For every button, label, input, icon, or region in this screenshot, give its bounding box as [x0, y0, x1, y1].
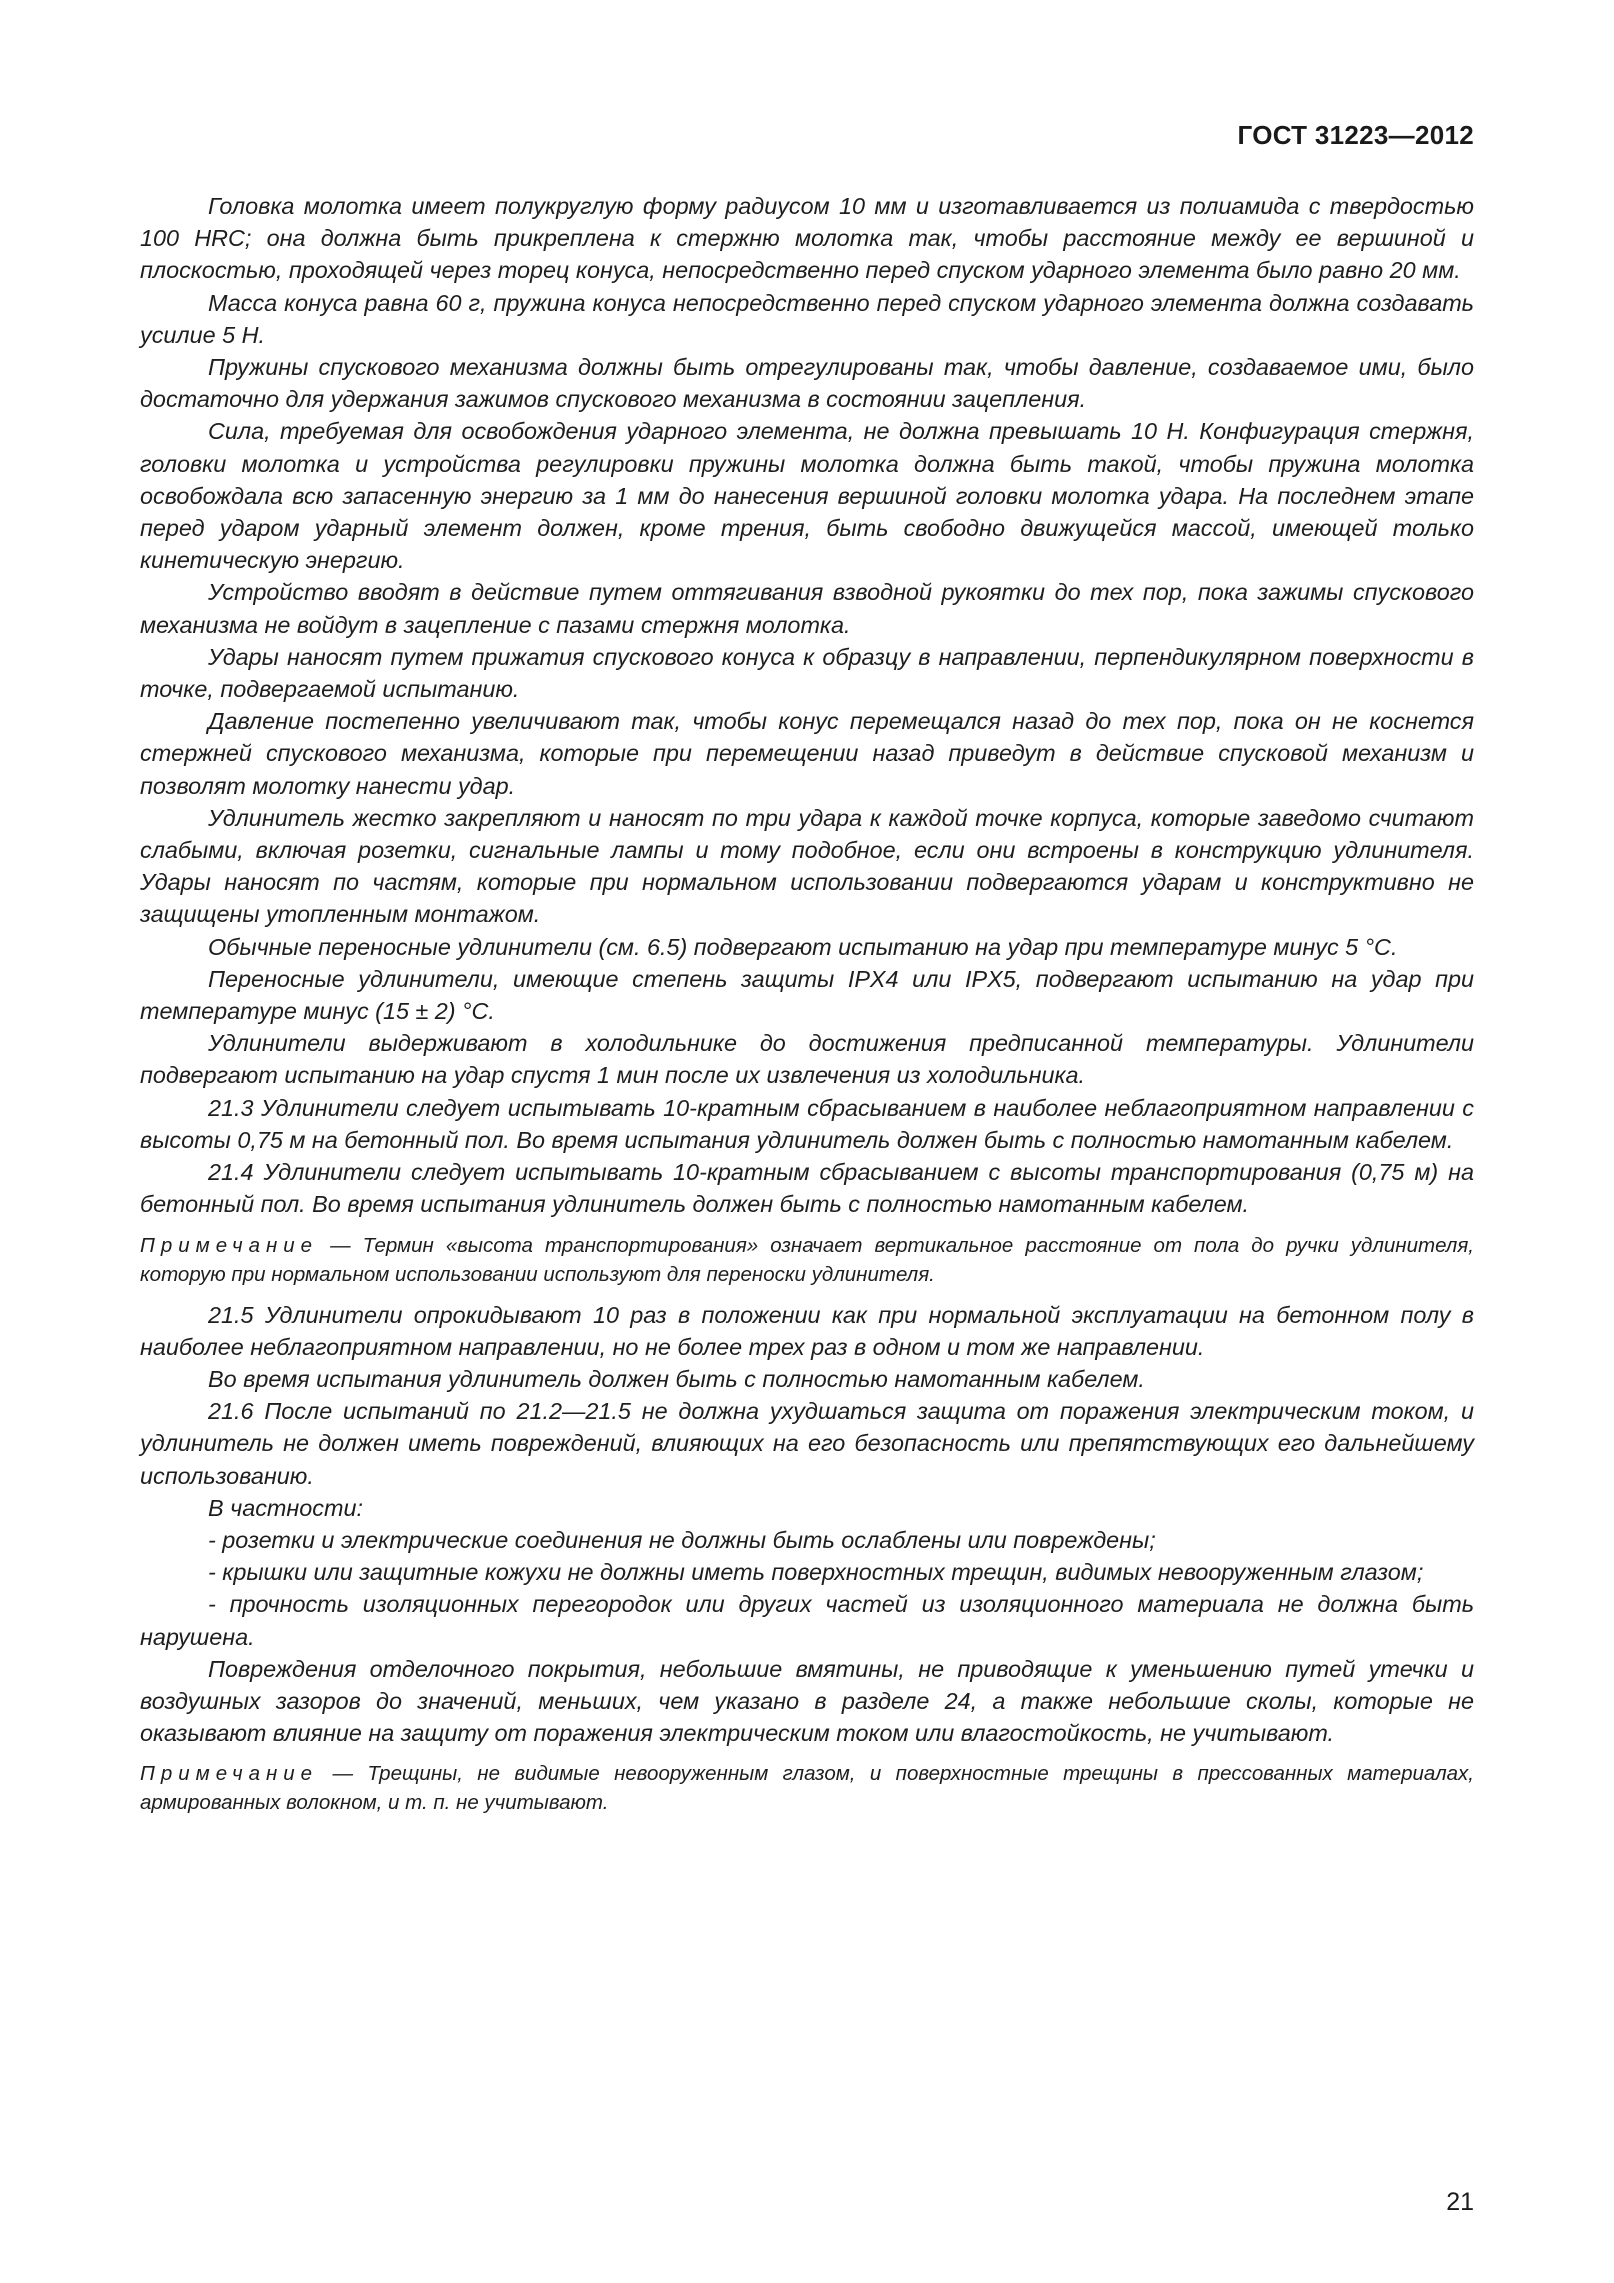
paragraph: Сила, требуемая для освобождения ударного элемента, не должна превышать 10 Н. Конфигурация стержня, головки молотка и устройства регулировки пружины молотка должна быть такой, чтобы пружина молотка освобождала всю запасенную энергию за 1 мм до нанесения вершиной головки молотка удара. На последнем этапе перед ударом ударный элемент должен, кроме трения, быть свободно движущейся массой, имеющей только кинетическую энергию.: [140, 418, 1474, 574]
paragraph: Удары наносят путем прижатия спускового конуса к образцу в направлении, перпендикулярном поверхности в точке, подвергаемой испытанию.: [140, 643, 1474, 703]
document-body: [140, 190, 1474, 1827]
list-item: - розетки и электрические соединения не должны быть ослаблены или повреждены;: [208, 1526, 1156, 1553]
paragraph: 21.3 Удлинители следует испытывать 10-кратным сбрасыванием в наиболее неблагоприятном направлении с высоты 0,75 м на бетонный пол. Во время испытания удлинитель должен быть с полностью намотанным кабелем.: [140, 1094, 1474, 1153]
paragraph: Масса конуса равна 60 г, пружина конуса непосредственно перед спуском ударного элемента должна создавать усилие 5 Н.: [140, 289, 1474, 348]
paragraph: Головка молотка имеет полукруглую форму радиусом 10 мм и изготавливается из полиамида с твердостью 100 HRC; она должна быть прикреплена к стержню молотка так, чтобы расстояние между ее вершиной и плоскостью, проходящей через торец конуса, непосредственно перед спуском ударного элемента было равно 20 мм.: [140, 193, 1474, 284]
paragraph: Удлинители выдерживают в холодильнике до достижения предписанной температуры. Удлинители подвергают испытанию на удар спустя 1 мин после их извлечения из холодильника.: [140, 1030, 1474, 1089]
page-number: 21: [1446, 2188, 1474, 2216]
document-code-header: ГОСТ 31223—2012: [1237, 120, 1474, 150]
note-label: Примечание: [140, 1762, 319, 1786]
paragraph: Повреждения отделочного покрытия, небольшие вмятины, не приводящие к уменьшению путей утечки и воздушных зазоров до значений, меньших, чем указано в разделе 24, а также небольшие сколы, которые не оказывают влияние на защиту от поражения электрическим током или влагостойкость, не учитывают.: [140, 1655, 1474, 1747]
paragraph: Во время испытания удлинитель должен быть с полностью намотанным кабелем.: [208, 1365, 1145, 1392]
note-cracks: [140, 1759, 1474, 1817]
list-item: - крышки или защитные кожухи не должны иметь поверхностных трещин, видимых невооруженным глазом;: [208, 1559, 1424, 1586]
paragraph: Удлинитель жестко закрепляют и наносят по три удара к каждой точке корпуса, которые заведомо считают слабыми, включая розетки, сигнальные лампы и тому подобное, если они встроены в конструкцию удлинителя. Удары наносят по частям, которые при нормальном использовании подвергаются ударам и конструктивно не защищены утопленным монтажом.: [140, 804, 1474, 928]
paragraph: Переносные удлинители, имеющие степень защиты IPX4 или IPX5, подвергают испытанию на удар при температуре минус (15 ± 2) °С.: [140, 965, 1474, 1025]
note-label: Примечание: [140, 1233, 319, 1257]
paragraph: Давление постепенно увеличивают так, чтобы конус перемещался назад до тех пор, пока он не коснется стержней спускового механизма, которые при перемещении назад приведут в действие спусковой механизм и позволят молотку нанести удар.: [140, 708, 1474, 799]
paragraph: Устройство вводят в действие путем оттягивания взводной рукоятки до тех пор, пока зажимы спускового механизма не войдут в зацепление с пазами стержня молотка.: [140, 579, 1474, 638]
paragraph: В частности:: [208, 1494, 363, 1521]
list-item: - прочность изоляционных перегородок или других частей из изоляционного материала не должна быть нарушена.: [140, 1591, 1474, 1650]
note-text: — Термин «высота транспортирования» означает вертикальное расстояние от пола до ручки удлинителя, которую при нормальном использовании используют для переноски удлинителя.: [140, 1233, 1474, 1286]
paragraph: 21.6 После испытаний по 21.2—21.5 не должна ухудшаться защита от поражения электрическим током, и удлинитель не должен иметь повреждений, влияющих на его безопасность или препятствующих его дальнейшему использованию.: [140, 1398, 1474, 1489]
note-transport-height: [140, 1231, 1474, 1289]
paragraph: 21.4 Удлинители следует испытывать 10-кратным сбрасыванием с высоты транспортирования (0,75 м) на бетонный пол. Во время испытания удлинитель должен быть с полностью намотанным кабелем.: [140, 1159, 1474, 1218]
paragraph: Обычные переносные удлинители (см. 6.5) подвергают испытанию на удар при температуре минус 5 °С.: [208, 933, 1398, 960]
paragraph: 21.5 Удлинители опрокидывают 10 раз в положении как при нормальной эксплуатации на бетонном полу в наиболее неблагоприятном направлении, но не более трех раз в одном и том же направлении.: [140, 1301, 1474, 1360]
paragraph: Пружины спускового механизма должны быть отрегулированы так, чтобы давление, создаваемое ими, было достаточно для удержания зажимов спускового механизма в состоянии зацепления.: [140, 354, 1474, 413]
note-text: — Трещины, не видимые невооруженным глазом, и поверхностные трещины в прессованных материалах, армированных волокном, и т. п. не учитывают.: [140, 1762, 1474, 1815]
